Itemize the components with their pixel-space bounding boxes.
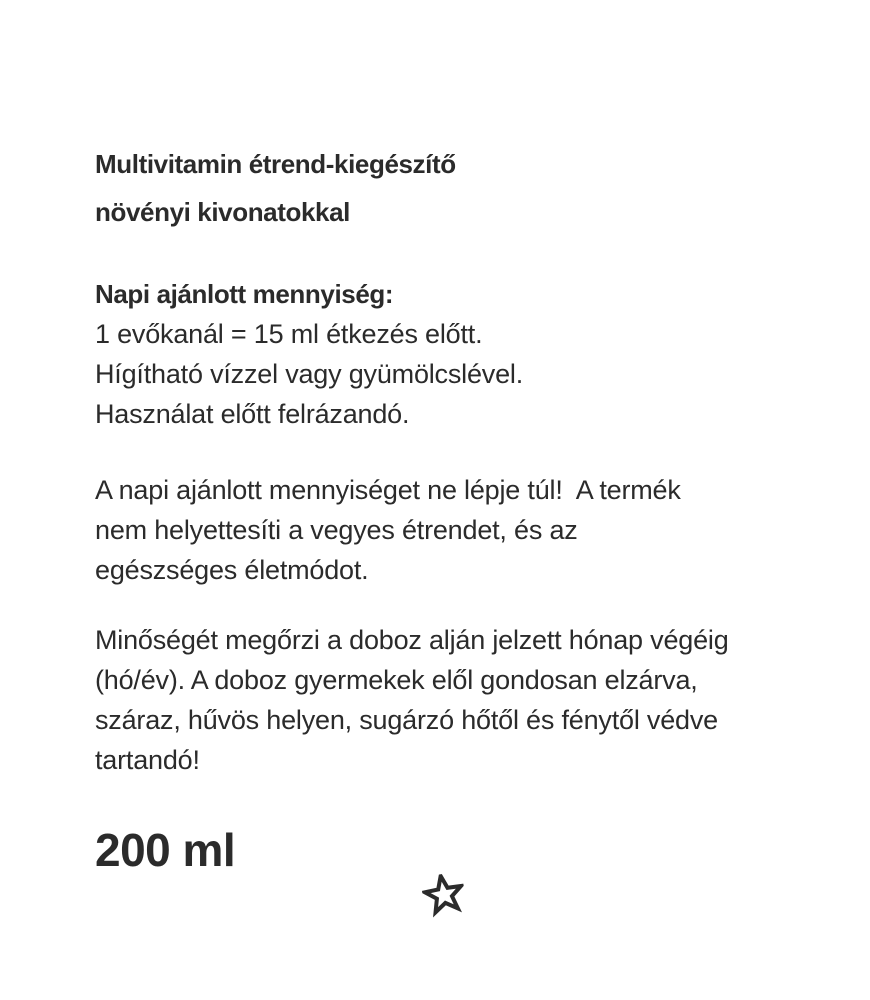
label-text-block	[95, 140, 805, 876]
warning-section	[95, 470, 805, 590]
star-outline-icon	[420, 871, 469, 920]
product-title-line: növényi kivonatokkal	[95, 197, 350, 227]
product-title-line: Multivitamin étrend-kiegészítő	[95, 149, 456, 179]
warning-line: egészséges életmódot.	[95, 555, 369, 585]
warning-line: nem helyettesíti a vegyes étrendet, és az	[95, 515, 578, 545]
warning-line: A napi ajánlott mennyiséget ne lépje túl! A termék	[95, 475, 681, 505]
storage-line: (hó/év). A doboz gyermekek elől gondosan elzárva,	[95, 665, 698, 695]
dosage-line: 1 evőkanál = 15 ml étkezés előtt.	[95, 319, 483, 349]
dosage-section	[95, 274, 805, 434]
storage-line: Minőségét megőrzi a doboz alján jelzett hónap végéig	[95, 625, 729, 655]
storage-line: tartandó!	[95, 745, 200, 775]
volume-text: 200 ml	[95, 824, 236, 876]
product-title	[95, 140, 805, 236]
storage-section	[95, 620, 805, 780]
dosage-line: Hígítható vízzel vagy gyümölcslével.	[95, 359, 523, 389]
dosage-line: Használat előtt felrázandó.	[95, 399, 410, 429]
storage-line: száraz, hűvös helyen, sugárzó hőtől és fénytől védve	[95, 705, 718, 735]
dosage-heading: Napi ajánlott mennyiség:	[95, 279, 394, 309]
